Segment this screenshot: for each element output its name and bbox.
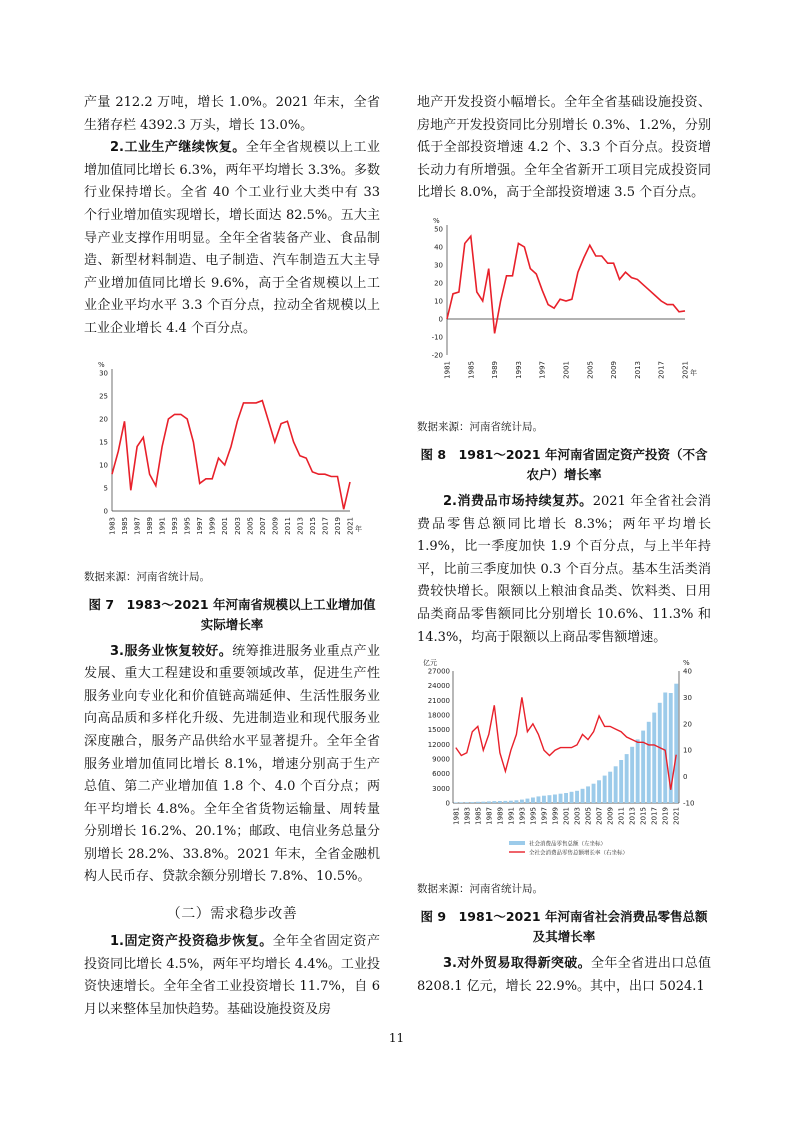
y-right-tick-label: 30 [683, 694, 692, 703]
retail-sales-bar [537, 797, 541, 804]
retail-sales-bar [481, 802, 485, 803]
y-tick-label: 10 [434, 297, 443, 306]
y-tick-label: -20 [431, 351, 443, 360]
retail-sales-bar [674, 684, 678, 803]
y-right-tick-label: -10 [683, 799, 695, 808]
x-tick-label: 2013 [296, 516, 305, 535]
paragraph-industry [84, 137, 380, 340]
x-tick-label: 1989 [496, 807, 505, 825]
figure-9-caption: 图 9 1981～2021 年河南省社会消费品零售总额及其增长率 [420, 909, 708, 945]
x-tick-label: 2021 [681, 360, 690, 379]
x-tick-label: 1987 [485, 807, 494, 825]
y-tick-label: 10 [99, 461, 108, 470]
retail-sales-bar [559, 794, 563, 803]
y-tick-label: 15 [99, 438, 108, 447]
y-right-tick-label: 40 [683, 667, 692, 676]
legend-label-bar: 社会消费品零售总额（左坐标） [529, 841, 607, 848]
x-tick-label: 2015 [639, 807, 648, 825]
retail-sales-bar [603, 776, 607, 803]
retail-sales-bar [652, 713, 656, 803]
y-tick-label: 20 [99, 415, 108, 424]
y-tick-label: 0 [438, 315, 443, 324]
x-tick-label: 1985 [467, 360, 476, 379]
x-tick-label: 2009 [606, 807, 615, 825]
x-tick-label: 2007 [258, 516, 267, 535]
x-tick-label: 2001 [221, 516, 230, 535]
paragraph-trade [417, 953, 711, 998]
figure-8-source: 数据来源：河南省统计局。 [417, 420, 543, 433]
x-tick-label: 1999 [551, 807, 560, 825]
x-tick-label: 1985 [474, 807, 483, 825]
retail-sales-bar [586, 787, 590, 804]
x-tick-label: 1993 [171, 516, 180, 535]
retail-sales-bar [515, 800, 519, 803]
x-tick-label: 2001 [562, 807, 571, 825]
retail-sales-bar [636, 740, 640, 804]
right-column [417, 92, 711, 998]
retail-sales-bar [658, 703, 662, 803]
figure-9-source: 数据来源：河南省统计局。 [417, 883, 543, 896]
y-left-tick-label: 12000 [427, 740, 450, 749]
paragraph-heading: 2.工业生产继续恢复。 [110, 140, 246, 156]
x-tick-label: 1985 [121, 516, 130, 535]
retail-sales-bar [509, 801, 513, 803]
page-number: 11 [388, 1031, 405, 1045]
x-tick-label: 1987 [133, 516, 142, 535]
retail-sales-bar [570, 792, 574, 803]
retail-sales-bar [459, 802, 463, 803]
paragraph-body: 全年全省进出口总值 8208.1 亿元，增长 22.9%。其中，出口 5024.1 [417, 956, 711, 994]
figure-8-chart [417, 213, 709, 413]
y-tick-label: 30 [434, 261, 443, 270]
x-tick-label: 2013 [633, 360, 642, 379]
paragraph-heading: 3.对外贸易取得新突破。 [443, 956, 592, 972]
x-tick-label: 2011 [283, 516, 292, 535]
x-tick-label: 2005 [246, 516, 255, 535]
y-right-tick-label: 10 [683, 746, 692, 755]
y-tick-label: 5 [103, 484, 108, 493]
y-left-tick-label: 15000 [427, 726, 450, 735]
x-axis-unit: 年 [690, 368, 697, 377]
x-tick-label: 1983 [463, 807, 472, 825]
retail-sales-bar [564, 793, 568, 803]
x-tick-label: 2013 [628, 807, 637, 825]
y-right-tick-label: 0 [683, 773, 688, 782]
paragraph: 地产开发投资小幅增长。全年全省基础设施投资、房地产开发投资同比分别增长 0.3%、1.2%，分别低于全部投资增速 4.2 个、3.3 个百分点。投资增长动力有所增强。全年全省新开工项目完成投资同比增长 8.0%，高于全部投资增速 3.5 个百分点。 [417, 95, 711, 201]
y-tick-label: 40 [434, 243, 443, 252]
retail-sales-bar [647, 722, 651, 803]
retail-sales-bar [542, 796, 546, 803]
retail-sales-bar [498, 801, 502, 803]
x-tick-label: 1997 [196, 516, 205, 535]
x-tick-label: 1995 [183, 516, 192, 535]
retail-sales-bar [465, 802, 469, 803]
x-tick-label: 1991 [507, 807, 516, 825]
retail-sales-bar [503, 801, 507, 803]
figure-7-source: 数据来源：河南省统计局。 [84, 570, 210, 583]
x-tick-label: 1981 [452, 807, 461, 825]
x-tick-label: 1997 [540, 807, 549, 825]
retail-sales-bar [470, 802, 474, 803]
retail-sales-bar [608, 772, 612, 803]
figure-8-caption: 图 8 1981～2021 年河南省固定资产投资（不含农户）增长率 [420, 446, 708, 482]
x-tick-label: 2021 [672, 807, 681, 825]
retail-sales-bar [581, 789, 585, 803]
y-axis-unit: % [433, 216, 440, 225]
figure-7-chart [84, 353, 376, 563]
y-left-tick-label: 18000 [427, 711, 450, 720]
y-right-tick-label: 20 [683, 720, 692, 729]
x-tick-label: 1989 [146, 516, 155, 535]
x-tick-label: 2015 [308, 516, 317, 535]
retail-sales-bar [625, 754, 629, 803]
legend-swatch-bar [509, 841, 525, 845]
x-tick-label: 2001 [562, 360, 571, 379]
y-tick-label: 30 [99, 369, 108, 378]
retail-sales-bar [454, 803, 458, 804]
paragraph-body: 2021 年全省社会消费品零售总额同比增长 8.3%；两年平均增长 1.9%，比一季度加快 1.9 个百分点，与上半年持平，比前三季度加快 0.3 个百分点。基本生活类消费较快增长。限额以上粮油食品类、饮料类、日用品类商品零售额同比分别增长 10.6%、11.3% 和 14.3%，均高于限额以上商品零售额增速。 [417, 493, 712, 645]
retail-sales-bar [553, 795, 557, 804]
retail-sales-bar [520, 800, 524, 803]
y-right-unit: % [683, 659, 690, 668]
retail-sales-bar [630, 747, 634, 803]
y-left-tick-label: 3000 [432, 784, 450, 793]
y-tick-label: 20 [434, 279, 443, 288]
paragraph-consumption [417, 491, 711, 649]
paragraph-investment [84, 931, 380, 1021]
x-tick-label: 1983 [108, 516, 117, 535]
y-tick-label: 25 [99, 392, 108, 401]
retail-sales-bar [548, 795, 552, 803]
y-tick-label: 0 [103, 507, 108, 516]
retail-sales-bar [619, 760, 623, 803]
x-tick-label: 2017 [650, 807, 659, 825]
retail-sales-bar [531, 798, 535, 804]
retail-sales-bar [614, 766, 618, 803]
x-axis-unit: 年 [355, 524, 362, 533]
paragraph: 产量 212.2 万吨，增长 1.0%。2021 年末，全省生猪存栏 4392.3 万头，增长 13.0%。 [84, 95, 380, 133]
retail-sales-bar [526, 799, 530, 803]
y-left-tick-label: 6000 [432, 770, 450, 779]
paragraph-heading: 3.服务业恢复较好。 [110, 643, 233, 659]
y-left-unit: 亿元 [423, 659, 437, 668]
retail-sales-bar [575, 791, 579, 803]
y-left-tick-label: 24000 [427, 682, 450, 691]
retail-sales-bar [597, 780, 601, 803]
x-tick-label: 2021 [346, 516, 355, 535]
legend-label-line: 全社会消费品零售总额增长率（右坐标） [529, 850, 629, 857]
y-left-tick-label: 0 [445, 799, 450, 808]
x-tick-label: 2011 [617, 807, 626, 825]
y-left-tick-label: 27000 [427, 667, 450, 676]
x-tick-label: 2003 [233, 516, 242, 535]
y-tick-label: -10 [431, 333, 443, 342]
x-tick-label: 2007 [595, 807, 604, 825]
x-tick-label: 1993 [514, 360, 523, 379]
paragraph-body: 全年全省固定资产投资同比增长 4.5%，两年平均增长 4.4%。工业投资快速增长。全年全省工业投资增长 11.7%，自 6 月以来整体呈加快趋势。基础设施投资及房 [84, 934, 380, 1017]
x-tick-label: 1999 [208, 516, 217, 535]
left-column [84, 92, 380, 1021]
paragraph-heading: 2.消费品市场持续复苏。 [443, 493, 593, 509]
retail-sales-bar [476, 802, 480, 803]
x-tick-label: 2005 [584, 807, 593, 825]
x-tick-label: 1981 [443, 360, 452, 379]
figure-7-caption: 图 7 1983～2021 年河南省规模以上工业增加值实际增长率 [88, 596, 376, 632]
x-tick-label: 2017 [321, 516, 330, 535]
x-tick-label: 1995 [529, 807, 538, 825]
x-tick-label: 2005 [586, 360, 595, 379]
retail-sales-bar [663, 693, 667, 804]
paragraph-body: 统筹推进服务业重点产业发展、重大工程建设和重要领域改革，促进生产性服务业向专业化和价值链高端延伸、生活性服务业向高品质和多样化升级、先进制造业和现代服务业深度融合，服务产品供给水平显著提升。全年全省服务业增加值同比增长 8.1%，增速分别高于生产总值、第二产业增加值 1.8 个、4.0 个百分点；两年平均增长 4.8%。全年全省货物运输量、周转量分别增长 16.2%、20.1%；邮政、电信业务总量分别增长 28.2%、33.8%。2021 年末，全省金融机构人民币存、贷款余额分别增长 7.8%、10.5%。 [84, 643, 380, 885]
y-axis-unit: % [98, 360, 105, 369]
x-tick-label: 2009 [610, 360, 619, 379]
x-tick-label: 1989 [491, 360, 500, 379]
retail-sales-bar [641, 731, 645, 803]
y-left-tick-label: 9000 [432, 755, 450, 764]
paragraph-body: 全年全省规模以上工业增加值同比增长 6.3%，两年平均增长 3.3%。多数行业保持增长。全省 40 个工业行业大类中有 33 个行业增加值实现增长，增长面达 82.5%。五大主导产业支撑作用明显。全年全省装备产业、食品制造、新型材料制造、电子制造、汽车制造五大主导产业增加值同比增长 9.6%，高于全省规模以上工业企业平均水平 3.3 个百分点，拉动全省规模以上工业企业增长 4.4 个百分点。 [84, 140, 380, 336]
paragraph-heading: 1.固定资产投资稳步恢复。 [110, 934, 273, 950]
x-tick-label: 2017 [657, 360, 666, 379]
x-tick-label: 1997 [538, 360, 547, 379]
y-left-tick-label: 21000 [427, 696, 450, 705]
x-tick-label: 2003 [573, 807, 582, 825]
x-tick-label: 2019 [661, 807, 670, 825]
paragraph-services [84, 641, 380, 890]
figure-9-chart [417, 655, 709, 875]
retail-sales-bar [592, 784, 596, 803]
retail-sales-bar [487, 802, 491, 804]
x-tick-label: 1991 [158, 516, 167, 535]
x-tick-label: 1993 [518, 807, 527, 825]
growth-rate-line [112, 400, 350, 509]
x-tick-label: 2009 [271, 516, 280, 535]
section-heading: （二）需求稳步改善 [166, 906, 298, 923]
y-tick-label: 50 [434, 225, 443, 234]
retail-sales-bar [492, 801, 496, 803]
x-tick-label: 2019 [333, 516, 342, 535]
